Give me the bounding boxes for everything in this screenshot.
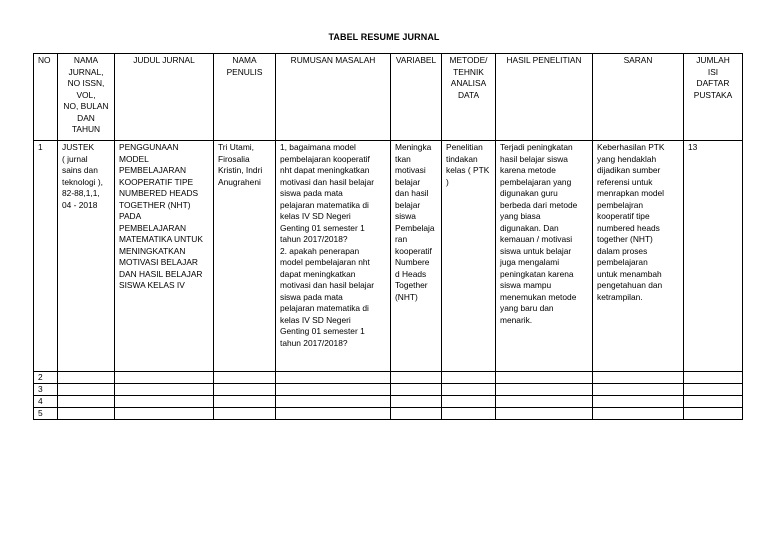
- cell-empty: [391, 396, 442, 408]
- cell-empty: [214, 396, 276, 408]
- cell-empty: [593, 396, 684, 408]
- cell-no: 2: [34, 372, 58, 384]
- header-judul-jurnal: JUDUL JURNAL: [115, 54, 214, 141]
- table-row: [34, 396, 743, 408]
- table-row: [34, 372, 743, 384]
- cell-no: 1: [34, 141, 58, 372]
- cell-empty: [442, 408, 496, 420]
- table-row: [34, 408, 743, 420]
- cell-nama-penulis: Tri Utami, Firosalia Kristin, Indri Anugraheni: [214, 141, 276, 372]
- header-hasil-penelitian: HASIL PENELITIAN: [496, 54, 593, 141]
- header-no: NO: [34, 54, 58, 141]
- cell-empty: [276, 384, 391, 396]
- table-row: [34, 384, 743, 396]
- header-saran: SARAN: [593, 54, 684, 141]
- cell-empty: [496, 396, 593, 408]
- cell-empty: [58, 384, 115, 396]
- cell-empty: [496, 408, 593, 420]
- cell-empty: [684, 396, 743, 408]
- header-rumusan-masalah: RUMUSAN MASALAH: [276, 54, 391, 141]
- header-variabel: VARIABEL: [391, 54, 442, 141]
- cell-nama-jurnal: JUSTEK ( jurnal sains dan teknologi ), 82-88,1,1, 04 - 2018: [58, 141, 115, 372]
- cell-no: 5: [34, 408, 58, 420]
- cell-empty: [214, 408, 276, 420]
- cell-empty: [58, 408, 115, 420]
- cell-empty: [442, 384, 496, 396]
- cell-empty: [391, 384, 442, 396]
- cell-judul-jurnal: PENGGUNAAN MODEL PEMBELAJARAN KOOPERATIF TIPE NUMBERED HEADS TOGETHER (NHT) PADA PEMBELAJARAN MATEMATIKA UNTUK MENINGKATKAN MOTIVASI BELAJAR DAN HASIL BELAJAR SISWA KELAS IV: [115, 141, 214, 372]
- cell-empty: [276, 372, 391, 384]
- cell-rumusan-masalah: 1, bagaimana model pembelajaran kooperatif nht dapat meningkatkan motivasi dan hasil belajar siswa pada mata pelajaran matematika di kelas IV SD Negeri Genting 01 semester 1 tahun 2017/2018? 2. apakah penerapan model pembelajaran nht dapat meningkatkan motivasi dan hasil belajar siswa pada mata pelajaran matematika di kelas IV SD Negeri Genting 01 semester 1 tahun 2017/2018?: [276, 141, 391, 372]
- cell-jumlah-pustaka: 13: [684, 141, 743, 372]
- cell-empty: [276, 396, 391, 408]
- table-header-row: [34, 54, 743, 141]
- cell-empty: [593, 408, 684, 420]
- cell-empty: [684, 384, 743, 396]
- cell-empty: [391, 408, 442, 420]
- cell-empty: [684, 372, 743, 384]
- table-row: [34, 141, 743, 372]
- cell-empty: [115, 396, 214, 408]
- cell-no: 3: [34, 384, 58, 396]
- cell-empty: [442, 372, 496, 384]
- cell-empty: [684, 408, 743, 420]
- cell-empty: [58, 396, 115, 408]
- header-metode: METODE/ TEHNIK ANALISA DATA: [442, 54, 496, 141]
- cell-metode: Penelitian tindakan kelas ( PTK ): [442, 141, 496, 372]
- cell-empty: [442, 396, 496, 408]
- cell-empty: [214, 372, 276, 384]
- document-title: TABEL RESUME JURNAL: [328, 32, 440, 42]
- cell-empty: [496, 384, 593, 396]
- cell-no: 4: [34, 396, 58, 408]
- header-nama-jurnal: NAMA JURNAL, NO ISSN, VOL, NO, BULAN DAN TAHUN: [58, 54, 115, 141]
- cell-empty: [593, 384, 684, 396]
- cell-empty: [115, 372, 214, 384]
- cell-empty: [115, 384, 214, 396]
- cell-hasil-penelitian: Terjadi peningkatan hasil belajar siswa karena metode pembelajaran yang digunakan guru berbeda dari metode yang biasa digunakan. Dan kemauan / motivasi siswa untuk belajar juga mengalami peningkatan karena siswa mampu menemukan metode yang baru dan menarik.: [496, 141, 593, 372]
- cell-empty: [276, 408, 391, 420]
- cell-empty: [593, 372, 684, 384]
- cell-empty: [391, 372, 442, 384]
- resume-table: [33, 53, 743, 420]
- cell-empty: [58, 372, 115, 384]
- cell-empty: [496, 372, 593, 384]
- cell-empty: [115, 408, 214, 420]
- cell-empty: [214, 384, 276, 396]
- header-jumlah-pustaka: JUMLAH ISI DAFTAR PUSTAKA: [684, 54, 743, 141]
- cell-saran: Keberhasilan PTK yang hendaklah dijadikan sumber referensi untuk menrapkan model pembelajran kooperatif tipe numbered heads together (NHT) dalam proses pembelajaran untuk menambah pengetahuan dan ketrampilan.: [593, 141, 684, 372]
- header-nama-penulis: NAMA PENULIS: [214, 54, 276, 141]
- cell-variabel: Meningka tkan motivasi belajar dan hasil belajar siswa Pembelaja ran kooperatif Numbere d Heads Together (NHT): [391, 141, 442, 372]
